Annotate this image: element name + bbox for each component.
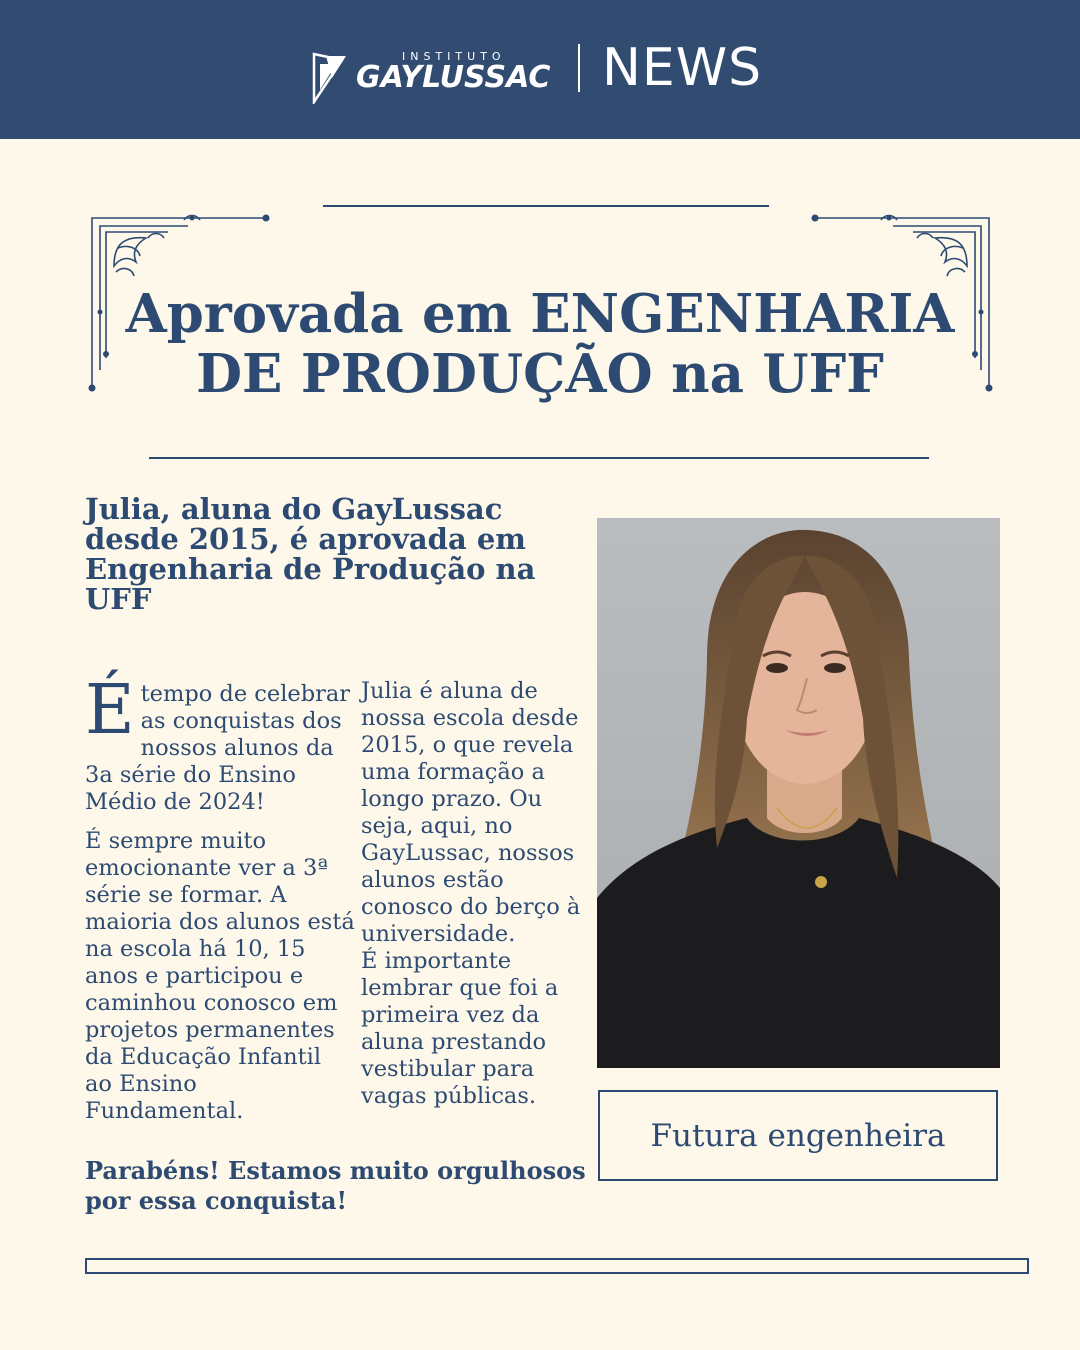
headline-line-1: Aprovada em ENGENHARIA <box>125 283 955 345</box>
paragraph-fourth: É importante lembrar que foi a primeira vez da aluna prestando vestibular para vagas públicas. <box>361 948 559 1109</box>
article-column-1 <box>85 671 355 1125</box>
footer-frame <box>85 1258 1029 1274</box>
header-bar <box>0 0 1080 139</box>
logo-institute-text: INSTITUTO <box>402 50 506 63</box>
logo-divider <box>578 44 580 92</box>
bottom-rule <box>149 457 929 459</box>
portrait-illustration <box>597 518 1000 1068</box>
student-photo <box>597 518 1000 1068</box>
headline <box>100 284 980 404</box>
logo-name-text: GAYLUSSAC <box>356 60 551 95</box>
top-rule <box>323 205 769 207</box>
dropcap-letter: É <box>85 671 135 750</box>
logo-wing-icon <box>312 52 352 104</box>
photo-caption: Futura engenheira <box>650 1117 946 1154</box>
headline-line-2: DE PRODUÇÃO na UFF <box>196 343 884 405</box>
closing-statement: Parabéns! Estamos muito orgulhosos por essa conquista! <box>85 1156 586 1215</box>
article-column-2 <box>361 678 583 1110</box>
photo-caption-box <box>598 1090 998 1181</box>
paragraph-intro-text: tempo de celebrar as conquistas dos nossos alunos da 3a série do Ensino Médio de 2024! <box>85 681 351 815</box>
subheadline: Julia, aluna do GayLussac desde 2015, é aprovada em Engenharia de Produção na UFF <box>85 492 536 616</box>
section-title: NEWS <box>602 38 763 98</box>
paragraph-second: É sempre muito emocionante ver a 3ª série se formar. A maioria dos alunos está na escola há 10, 15 anos e participou e caminhou conosco em projetos permanentes da Educação Infantil ao Ensino Fundamental. <box>85 828 355 1124</box>
paragraph-third: Julia é aluna de nossa escola desde 2015, o que revela uma formação a longo prazo. Ou seja, aqui, no GayLussac, nossos alunos estão conosco do berço à universidade. <box>361 678 581 947</box>
paragraph-intro <box>85 671 355 816</box>
